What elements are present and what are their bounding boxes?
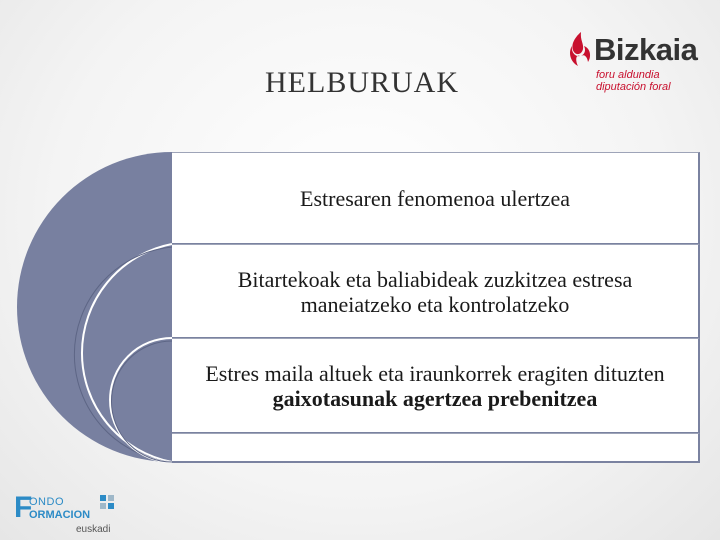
objective-1 (172, 152, 700, 244)
bizkaia-subline-1: foru aldundia (596, 69, 660, 81)
objective-2 (172, 244, 700, 338)
objective-3 (172, 338, 700, 433)
slide-title: HELBURUAK (265, 66, 459, 99)
objective-3-lead: Estres maila altuek eta iraunkorrek eragiten dituzten (205, 361, 665, 386)
objective-2-text: Bitartekoak eta baliabideak zuzkitzea estresa maneiatzeko eta kontrolatzeko (237, 266, 633, 317)
objective-3-bold: gaixotasunak agertzea prebenitzea (272, 386, 598, 411)
objective-3-text (180, 361, 690, 411)
fondo-formacion-logo (14, 493, 124, 535)
fondo-line-3: euskadi (76, 524, 111, 535)
fondo-big-f: F (14, 491, 33, 524)
bizkaia-wordmark: Bizkaia (594, 32, 698, 67)
objective-1-text: Estresaren fenomenoa ulertzea (300, 186, 570, 211)
empty-bottom-band (172, 433, 700, 463)
bizkaia-subline-2: diputación foral (596, 81, 671, 93)
outer-arc (17, 152, 172, 462)
fondo-line-2: ORMACION (29, 509, 91, 521)
fondo-line-1: ONDO (29, 496, 64, 508)
bizkaia-logo (568, 30, 708, 100)
bizkaia-leaf-icon (568, 32, 594, 68)
fondo-squares-icon (100, 495, 120, 515)
